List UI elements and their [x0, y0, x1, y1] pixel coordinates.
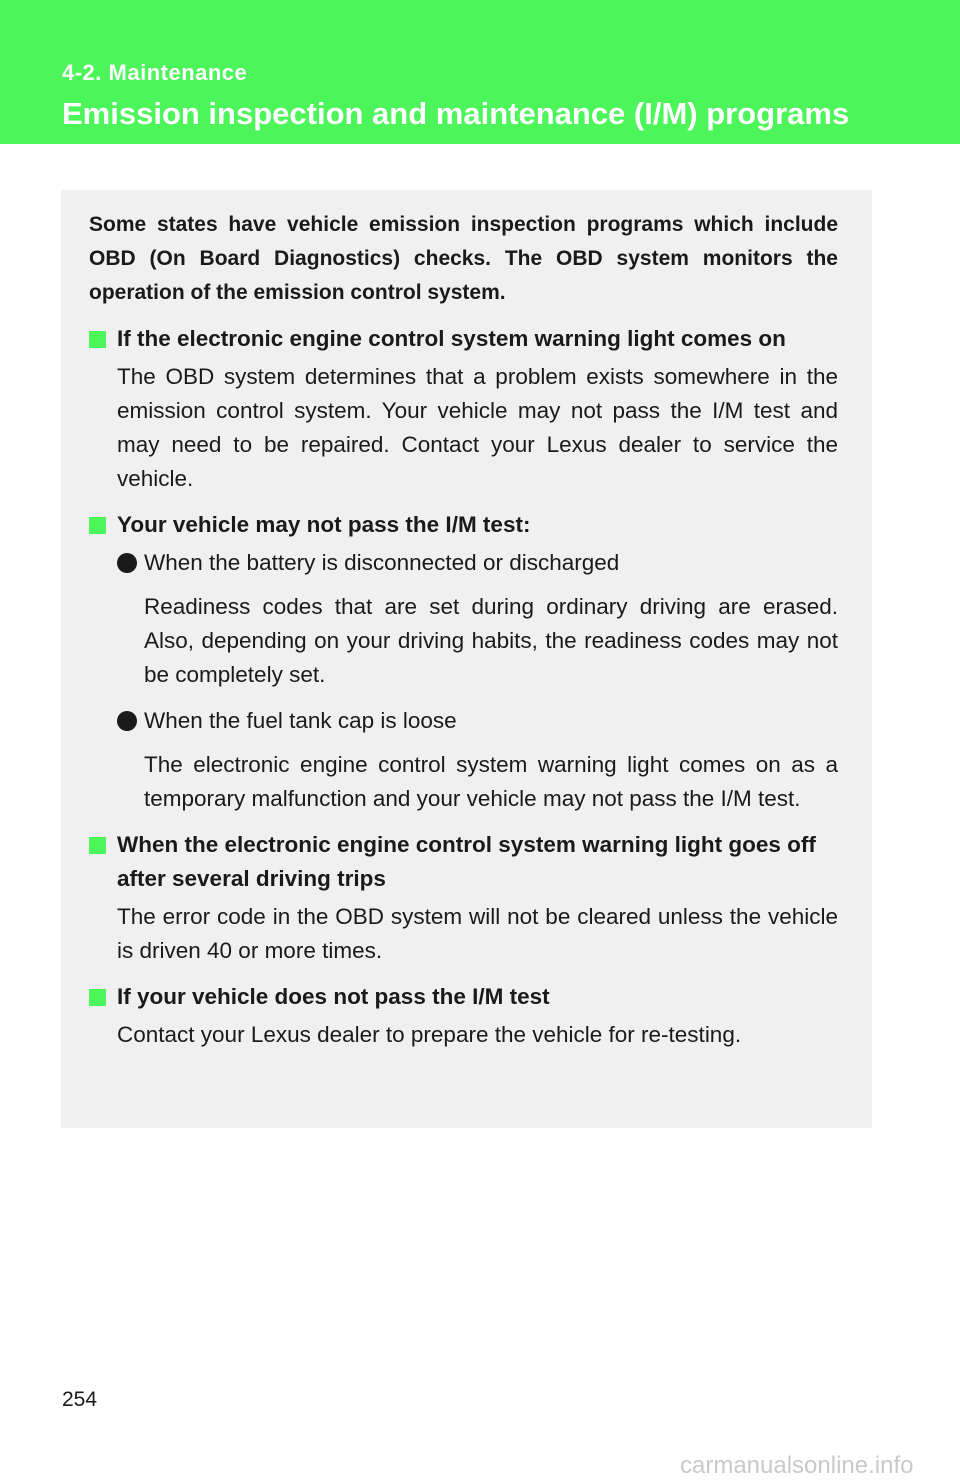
section-heading — [89, 322, 838, 356]
page-number: 254 — [62, 1388, 98, 1411]
content-panel — [61, 190, 872, 1128]
square-bullet-icon — [89, 517, 106, 534]
section-body: Contact your Lexus dealer to prepare the vehicle for re-testing. — [117, 1022, 742, 1047]
section-heading-text: If the electronic engine control system warning light comes on — [117, 326, 786, 351]
bullet-body: The electronic engine control system warning light comes on as a temporary malfunction and your vehicle may not pass the I/M test. — [144, 752, 838, 811]
square-bullet-icon — [89, 331, 106, 348]
square-bullet-icon — [89, 989, 106, 1006]
bullet-label: When the battery is disconnected or discharged — [144, 550, 620, 575]
section-heading — [89, 980, 838, 1014]
watermark: carmanualsonline.info — [680, 1452, 914, 1479]
bullet-dot-icon — [117, 553, 137, 573]
page-header — [0, 0, 960, 144]
section-heading-text: If your vehicle does not pass the I/M test — [117, 984, 550, 1009]
bullet-item — [89, 704, 838, 738]
bullet-label: When the fuel tank cap is loose — [144, 708, 457, 733]
page-title: Emission inspection and maintenance (I/M) programs — [62, 96, 850, 131]
section-label: 4-2. Maintenance — [62, 60, 248, 85]
section-body: The error code in the OBD system will not be cleared unless the vehicle is driven 40 or more times. — [117, 904, 838, 963]
bullet-item — [89, 546, 838, 580]
section-body: The OBD system determines that a problem exists somewhere in the emission control system. Your vehicle may not pass the I/M test and may need to be repaired. Contact your Lexus dealer to service the vehicle. — [117, 364, 838, 491]
section-heading — [89, 828, 838, 896]
bullet-body: Readiness codes that are set during ordinary driving are erased. Also, depending on your driving habits, the readiness codes may not be completely set. — [144, 594, 838, 687]
section-heading-text: When the electronic engine control system warning light goes off after several driving trips — [117, 832, 816, 891]
section-heading-text: Your vehicle may not pass the I/M test: — [117, 512, 531, 537]
section-heading — [89, 508, 838, 542]
bullet-dot-icon — [117, 711, 137, 731]
intro-text: Some states have vehicle emission inspection programs which include OBD (On Board Diagnostics) checks. The OBD system monitors the operation of the emission control system. — [89, 213, 838, 304]
square-bullet-icon — [89, 837, 106, 854]
